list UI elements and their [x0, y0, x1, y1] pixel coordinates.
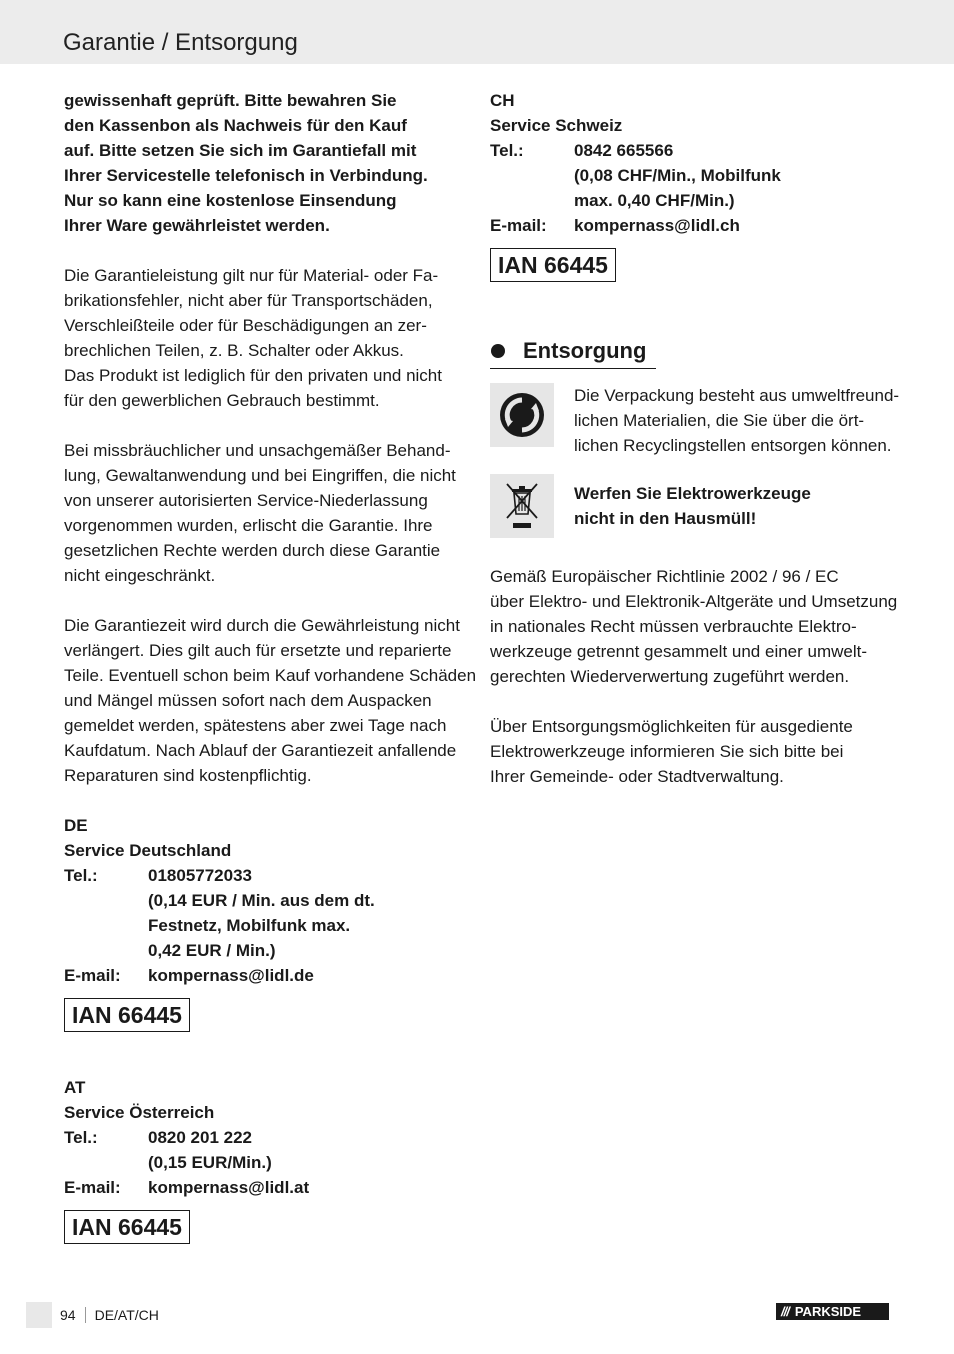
- text-line: brikationsfehler, nicht aber für Transportschäden,: [64, 291, 433, 310]
- email-label: E-mail:: [490, 216, 547, 235]
- service-block-de: [64, 813, 468, 1032]
- text-line: lichen Recyclingstellen entsorgen können.: [574, 436, 892, 455]
- tel-note: Festnetz, Mobilfunk max.: [148, 916, 351, 935]
- warranty-scope-paragraph: [64, 263, 468, 413]
- right-column: [490, 88, 900, 789]
- tel-note: (0,14 EUR / Min. aus dem dt.: [148, 891, 375, 910]
- tel-note: 0,42 EUR / Min.): [148, 941, 276, 960]
- text-line: über Elektro- und Elektronik-Altgeräte und Umsetzung: [490, 592, 898, 611]
- service-block-at: [64, 1075, 468, 1244]
- text-line: Über Entsorgungsmöglichkeiten für ausgediente: [490, 717, 853, 736]
- tel-label: Tel.:: [490, 141, 524, 160]
- section-title: Entsorgung: [523, 338, 647, 363]
- page-title: Garantie / Entsorgung: [63, 29, 298, 56]
- left-column: [64, 88, 477, 1244]
- recycling-icon-box: [490, 383, 554, 447]
- tel-row: [64, 1125, 468, 1150]
- warranty-period-paragraph: [64, 613, 477, 788]
- text-line: Das Produkt ist lediglich für den privaten und nicht: [64, 366, 442, 385]
- text-line: den Kassenbon als Nachweis für den Kauf: [64, 116, 407, 135]
- text-line: Werfen Sie Elektrowerkzeuge: [574, 484, 811, 503]
- text-line: lung, Gewaltanwendung und bei Eingriffen, die nicht: [64, 466, 456, 485]
- country-code: DE: [64, 816, 88, 835]
- email-label: E-mail:: [64, 966, 121, 985]
- text-line: vorgenommen wurden, erlischt die Garantie. Ihre: [64, 516, 433, 535]
- text-line: verlängert. Dies gilt auch für ersetzte und reparierte: [64, 641, 452, 660]
- weee-icon-box: [490, 474, 554, 538]
- misuse-paragraph: [64, 438, 468, 588]
- page-number: 94: [60, 1307, 76, 1323]
- text-line: gewissenhaft geprüft. Bitte bewahren Sie: [64, 91, 397, 110]
- text-line: werkzeuge getrennt gesammelt und einer umwelt-: [490, 642, 868, 661]
- parkside-logo: [776, 1303, 889, 1320]
- crossed-bin-icon: [502, 480, 542, 532]
- weee-note: [490, 474, 894, 538]
- text-line: Bei missbräuchlicher und unsachgemäßer Behand-: [64, 441, 451, 460]
- recycling-note: [490, 383, 900, 458]
- service-name: Service Österreich: [64, 1103, 215, 1122]
- email-link[interactable]: kompernass@lidl.ch: [574, 216, 740, 235]
- text-line: gesetzlichen Rechte werden durch diese Garantie: [64, 541, 441, 560]
- tel-row: [490, 138, 894, 163]
- footer: [60, 1306, 159, 1324]
- email-row: [64, 1175, 468, 1200]
- text-line: und Mängel müssen sofort nach dem Auspacken: [64, 691, 432, 710]
- tel-row: [64, 863, 468, 888]
- tel-number[interactable]: 0842 665566: [574, 141, 674, 160]
- tel-note-row: [490, 163, 894, 188]
- brand-name: PARKSIDE: [794, 1304, 862, 1319]
- country-code: CH: [490, 91, 515, 110]
- email-label: E-mail:: [64, 1178, 121, 1197]
- intro-paragraph: [64, 88, 468, 238]
- email-row: [490, 213, 894, 238]
- text-line: Gemäß Europäischer Richtlinie 2002 / 96 / EC: [490, 567, 839, 586]
- text-line: Die Garantieleistung gilt nur für Material- oder Fa-: [64, 266, 439, 285]
- footer-divider: [85, 1307, 86, 1323]
- green-dot-recycling-icon: [499, 392, 545, 438]
- header-bar: [0, 0, 954, 64]
- ian-box: IAN 66445: [64, 998, 190, 1032]
- text-line: Elektrowerkzeuge informieren Sie sich bitte bei: [490, 742, 844, 761]
- service-name: Service Schweiz: [490, 116, 623, 135]
- text-line: nicht in den Hausmüll!: [574, 509, 757, 528]
- text-line: Kaufdatum. Nach Ablauf der Garantiezeit anfallende: [64, 741, 457, 760]
- email-link[interactable]: kompernass@lidl.de: [148, 966, 314, 985]
- tel-note-row: [490, 188, 894, 213]
- service-block-ch: [490, 88, 894, 282]
- tel-label: Tel.:: [64, 1128, 98, 1147]
- text-line: nicht eingeschränkt.: [64, 566, 216, 585]
- language-codes: DE/AT/CH: [94, 1307, 159, 1323]
- text-line: Reparaturen sind kostenpflichtig.: [64, 766, 312, 785]
- text-line: Ihrer Gemeinde- oder Stadtverwaltung.: [490, 767, 784, 786]
- bullet-icon: [491, 344, 505, 358]
- disposal-info-paragraph: [490, 714, 894, 789]
- logo-stripes: ///: [781, 1304, 789, 1319]
- tel-note-row: [64, 888, 468, 913]
- text-line: Verschleißteile oder für Beschädigungen an zer-: [64, 316, 427, 335]
- text-line: Ihrer Ware gewährleistet werden.: [64, 216, 330, 235]
- text-line: lichen Materialien, die Sie über die ört-: [574, 411, 865, 430]
- text-line: Nur so kann eine kostenlose Einsendung: [64, 191, 397, 210]
- text-line: von unserer autorisierten Service-Niederlassung: [64, 491, 428, 510]
- text-line: Die Verpackung besteht aus umweltfreund-: [574, 386, 900, 405]
- text-line: gemeldet werden, spätestens aber zwei Tage nach: [64, 716, 447, 735]
- section-heading-entsorgung: [490, 335, 656, 369]
- text-line: in nationales Recht müssen verbrauchte Elektro-: [490, 617, 857, 636]
- text-line: Teile. Eventuell schon beim Kauf vorhandene Schäden: [64, 666, 477, 685]
- recycling-text: [574, 383, 899, 458]
- text-line: für den gewerblichen Gebrauch bestimmt.: [64, 391, 380, 410]
- ian-box: IAN 66445: [490, 248, 616, 282]
- email-row: [64, 963, 468, 988]
- text-line: Ihrer Servicestelle telefonisch in Verbindung.: [64, 166, 428, 185]
- email-link[interactable]: kompernass@lidl.at: [148, 1178, 310, 1197]
- service-name: Service Deutschland: [64, 841, 232, 860]
- directive-paragraph: [490, 564, 898, 689]
- text-line: brechlichen Teilen, z. B. Schalter oder Akkus.: [64, 341, 404, 360]
- text-line: auf. Bitte setzen Sie sich im Garantiefall mit: [64, 141, 417, 160]
- tel-number[interactable]: 01805772033: [148, 866, 253, 885]
- text-line: Die Garantiezeit wird durch die Gewährleistung nicht: [64, 616, 460, 635]
- tel-note-row: [64, 913, 468, 938]
- tel-note: max. 0,40 CHF/Min.): [574, 191, 735, 210]
- page-number-box: [26, 1302, 52, 1328]
- tel-note-row: [64, 1150, 468, 1175]
- ian-box: IAN 66445: [64, 1210, 190, 1244]
- tel-note-row: [64, 938, 468, 963]
- tel-number[interactable]: 0820 201 222: [148, 1128, 252, 1147]
- text-line: gerechten Wiederverwertung zugeführt werden.: [490, 667, 850, 686]
- tel-label: Tel.:: [64, 866, 98, 885]
- tel-note: (0,15 EUR/Min.): [148, 1153, 272, 1172]
- weee-text: [574, 474, 811, 531]
- tel-note: (0,08 CHF/Min., Mobilfunk: [574, 166, 781, 185]
- country-code: AT: [64, 1078, 86, 1097]
